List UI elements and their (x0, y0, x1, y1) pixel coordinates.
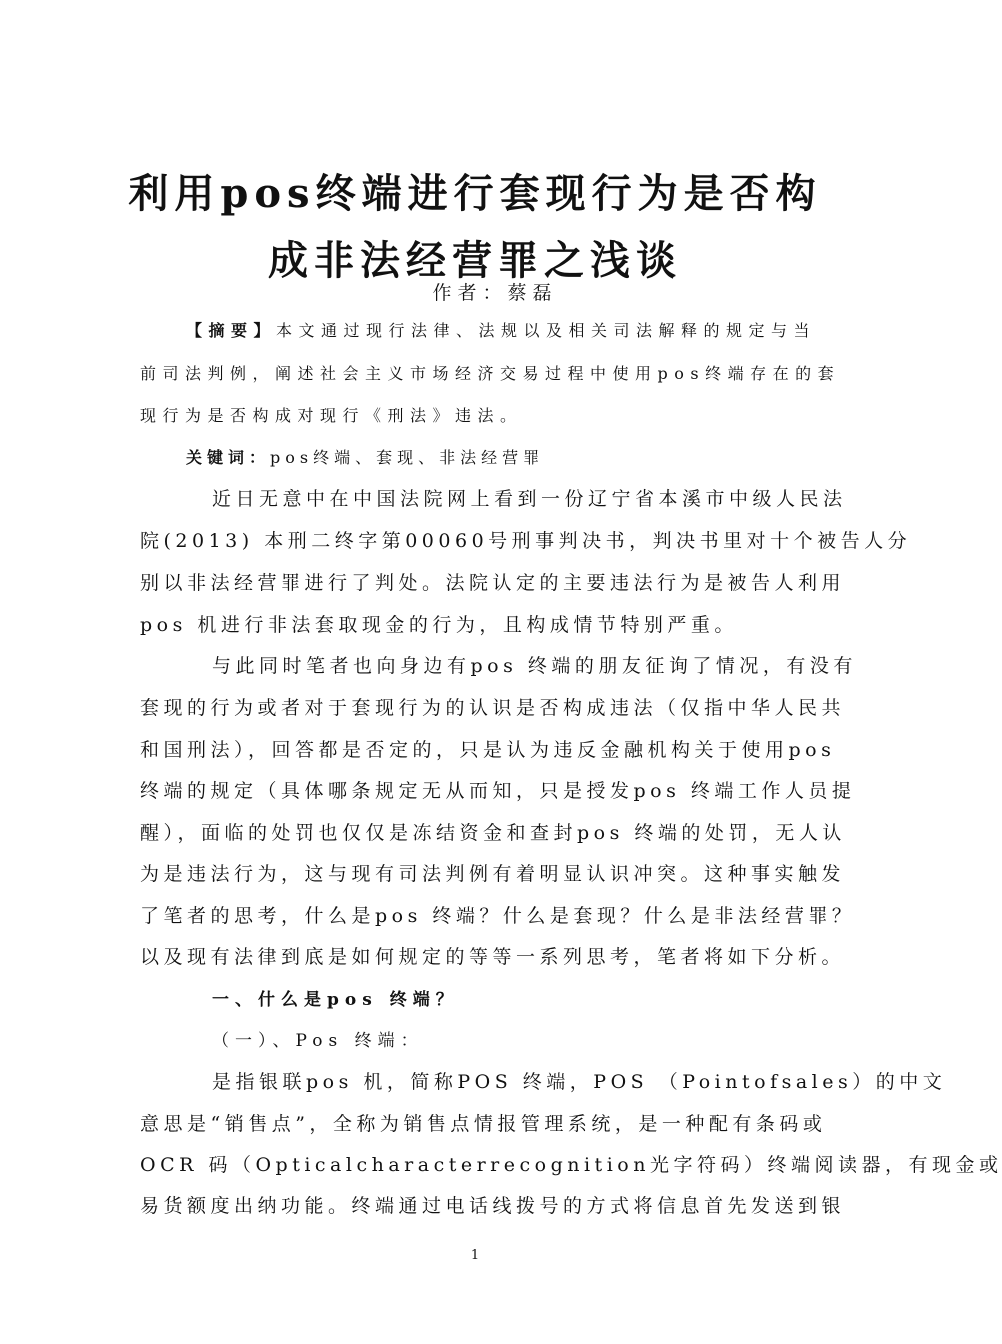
keywords-label: 关键词： (186, 448, 271, 467)
paragraph-line: OCR 码（Opticalcharacterrecognition光字符码）终端阅读器，有现金或 (140, 1154, 1002, 1176)
abstract-line: 现行为是否构成对现行《刑法》违法。 (140, 406, 523, 425)
paragraph-line: 醒），面临的处罚也仅仅是冻结资金和查封pos 终端的处罚，无人认 (140, 822, 846, 844)
subsection-heading: （一）、Pos 终端： (212, 1031, 424, 1051)
paragraph-line: 是指银联pos 机，简称POS 终端，POS （Pointofsales）的中文 (212, 1071, 947, 1093)
title-line-1: 利用pos终端进行套现行为是否构 (128, 170, 822, 217)
abstract-line (186, 318, 852, 341)
section-heading: 一、什么是pos 终端？ (212, 990, 459, 1010)
paragraph-line: 为是违法行为，这与现有司法判例有着明显认识冲突。这种事实触发 (140, 863, 846, 885)
paragraph-line: 意思是“销售点”，全称为销售点情报管理系统，是一种配有条码或 (140, 1113, 827, 1135)
paragraph-line: 以及现有法律到底是如何规定的等等一系列思考，笔者将如下分析。 (140, 946, 846, 968)
page-number: 1 (470, 1248, 480, 1263)
author: 作者：蔡磊 (432, 282, 558, 304)
keywords-line (186, 445, 852, 468)
abstract-text: 本文通过现行法律、法规以及相关司法解释的规定与当 (276, 321, 817, 340)
keywords-text: pos终端、套现、非法经营罪 (270, 448, 545, 467)
paragraph-line: pos 机进行非法套取现金的行为，且构成情节特别严重。 (140, 614, 738, 636)
paragraph-line: 别以非法经营罪进行了判处。法院认定的主要违法行为是被告人利用 (140, 572, 846, 594)
paragraph-line: 近日无意中在中国法院网上看到一份辽宁省本溪市中级人民法 (212, 488, 847, 510)
paragraph-line: 和国刑法），回答都是否定的，只是认为违反金融机构关于使用pos (140, 739, 836, 761)
paragraph-line: 套现的行为或者对于套现行为的认识是否构成违法（仅指中华人民共 (140, 697, 846, 719)
paragraph-line: 了笔者的思考，什么是pos 终端？什么是套现？什么是非法经营罪？ (140, 905, 856, 927)
paragraph-line: 终端的规定（具体哪条规定无从而知，只是授发pos 终端工作人员提 (140, 780, 856, 802)
paragraph-line: 院(2013) 本刑二终字第00060号刑事判决书，判决书里对十个被告人分 (140, 530, 912, 552)
paragraph-line: 与此同时笔者也向身边有pos 终端的朋友征询了情况，有没有 (212, 655, 857, 677)
title-line-2: 成非法经营罪之浅谈 (268, 237, 682, 284)
paragraph-line: 易货额度出纳功能。终端通过电话线拨号的方式将信息首先发送到银 (140, 1195, 846, 1217)
abstract-line: 前司法判例，阐述社会主义市场经济交易过程中使用pos终端存在的套 (140, 364, 841, 383)
abstract-label: 【摘要】 (186, 321, 277, 340)
